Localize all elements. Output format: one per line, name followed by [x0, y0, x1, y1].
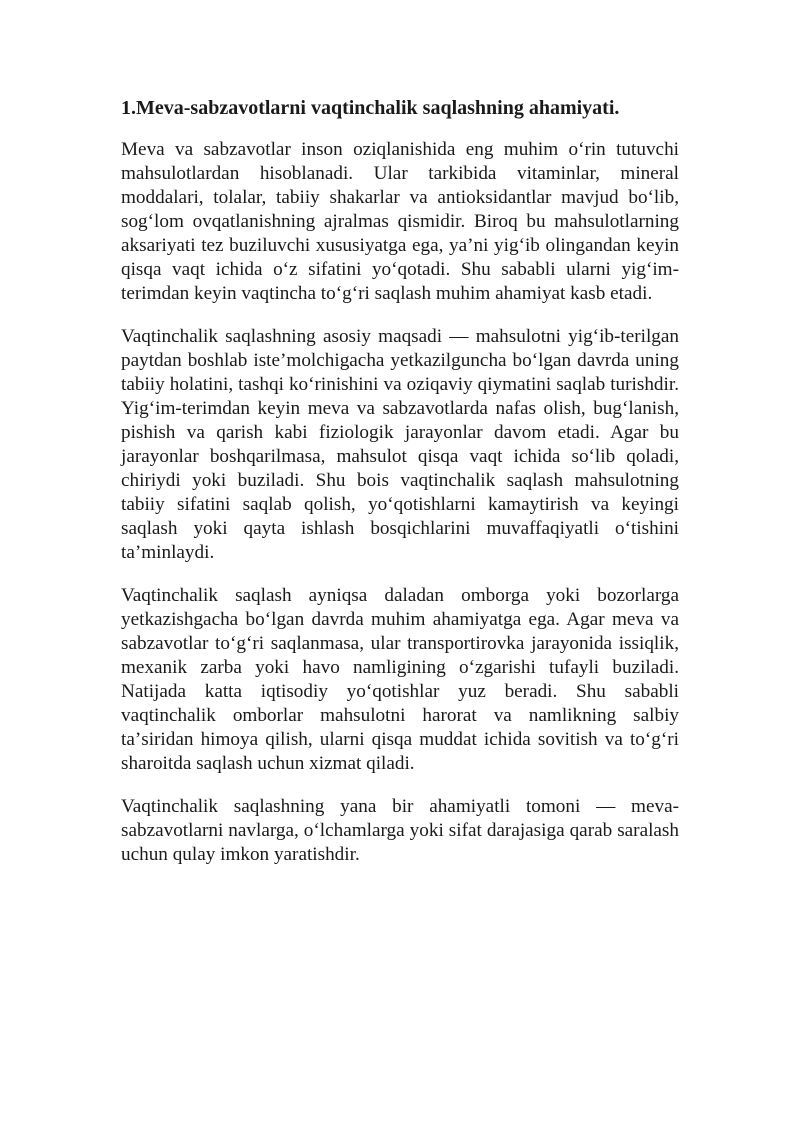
- paragraph-2: Vaqtinchalik saqlashning asosiy maqsadi — mahsulotni yigʻib-terilgan paytdan boshlab isteʼmolchigacha yetkazilguncha boʻlgan davrda uning tabiiy holatini, tashqi koʻrinishini va oziqaviy qiymatini saqlab turishdir. Yigʻim-terimdan keyin meva va sabzavotlarda nafas olish, bugʻlanish, pishish va qarish kabi fiziologik jarayonlar davom etadi. Agar bu jarayonlar boshqarilmasa, mahsulot qisqa vaqt ichida soʻlib qoladi, chiriydi yoki buziladi. Shu bois vaqtinchalik saqlash mahsulotning tabiiy sifatini saqlab qolish, yoʻqotishlarni kamaytirish va keyingi saqlash yoki qayta ishlash bosqichlarini muvaffaqiyatli oʻtishini taʼminlaydi.: [121, 326, 679, 563]
- paragraph-3: Vaqtinchalik saqlash ayniqsa daladan omborga yoki bozorlarga yetkazishgacha boʻlgan davrda muhim ahamiyatga ega. Agar meva va sabzavotlar toʻgʻri saqlanmasa, ular transportirovka jarayonida issiqlik, mexanik zarba yoki havo namligining oʻzgarishi tufayli buziladi. Natijada katta iqtisodiy yoʻqotishlar yuz beradi. Shu sababli vaqtinchalik omborlar mahsulotni harorat va namlikning salbiy taʼsiridan himoya qilish, ularni qisqa muddat ichida sovitish va toʻgʻri sharoitda saqlash uchun xizmat qiladi.: [121, 585, 679, 774]
- document-page: [121, 96, 679, 886]
- paragraph-4: Vaqtinchalik saqlashning yana bir ahamiyatli tomoni — meva-sabzavotlarni navlarga, oʻlchamlarga yoki sifat darajasiga qarab saralash uchun qulay imkon yaratishdir.: [121, 796, 679, 865]
- section-heading: 1.Meva-sabzavotlarni vaqtinchalik saqlashning ahamiyati.: [121, 97, 620, 119]
- paragraph-1: Meva va sabzavotlar inson oziqlanishida eng muhim oʻrin tutuvchi mahsulotlardan hisoblanadi. Ular tarkibida vitaminlar, mineral moddalari, tolalar, tabiiy shakarlar va antioksidantlar mavjud boʻlib, sogʻlom ovqatlanishning ajralmas qismidir. Biroq bu mahsulotlarning aksariyati tez buziluvchi xususiyatga ega, yaʼni yigʻib olingandan keyin qisqa vaqt ichida oʻz sifatini yoʻqotadi. Shu sababli ularni yigʻim-terimdan keyin vaqtincha toʻgʻri saqlash muhim ahamiyat kasb etadi.: [121, 139, 679, 304]
